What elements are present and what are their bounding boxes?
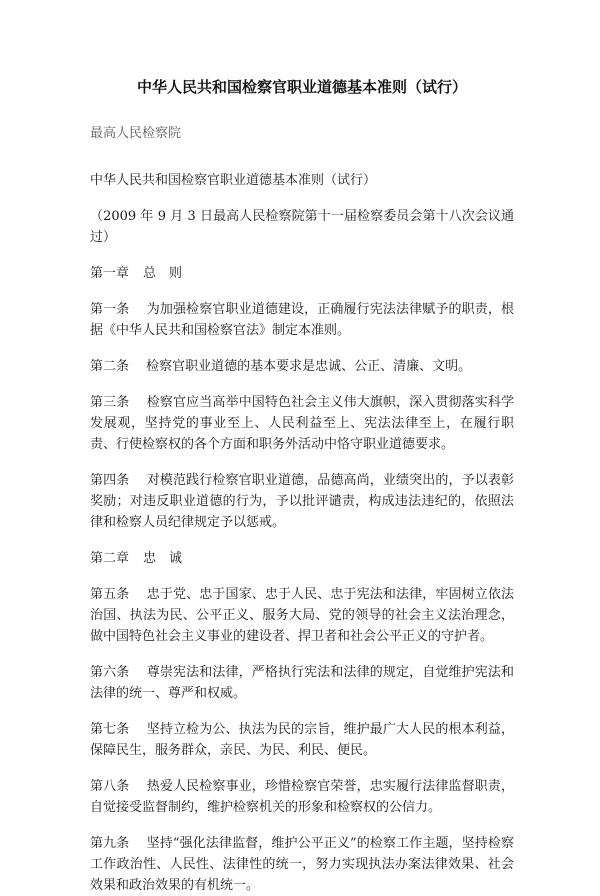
article-9: 第九条 坚持“强化法律监督，维护公平正义”的检察工作主题，坚持检察工作政治性、人民性、法律性的统一，努力实现执法办案法律效果、社会效果和政治效果的有机统一。	[90, 836, 514, 893]
chapter-title: 总 则	[143, 266, 183, 281]
document-author: 最高人民检察院	[90, 126, 182, 141]
chapter-title: 忠 诚	[143, 551, 183, 566]
article-2: 第二条 检察官职业道德的基本要求是忠诚、公正、清廉、文明。	[90, 359, 472, 374]
article-4: 第四条 对模范践行检察官职业道德，品德高尚，业绩突出的，予以表彰奖励；对违反职业道德的行为，予以批评谴责，构成违法违纪的，依照法律和检察人员纪律规定予以惩戒。	[90, 473, 514, 530]
article-5: 第五条 忠于党、忠于国家、忠于人民、忠于宪法和法律，牢固树立依法治国、执法为民、公平正义、服务大局、党的领导的社会主义法治理念，做中国特色社会主义事业的建设者、捍卫者和社会公平正义的守护者。	[90, 587, 514, 644]
chapter-heading-2	[90, 548, 514, 569]
document-subtitle: 中华人民共和国检察官职业道德基本准则（试行）	[90, 173, 377, 188]
article-1: 第一条 为加强检察官职业道德建设，正确履行宪法法律赋予的职责，根据《中华人民共和国检察官法》制定本准则。	[90, 302, 514, 338]
chapter-number: 第二章	[90, 551, 130, 566]
article-7: 第七条 坚持立检为公、执法为民的宗旨，维护最广大人民的根本利益，保障民生，服务群众，亲民、为民、利民、便民。	[90, 722, 514, 758]
article-8: 第八条 热爱人民检察事业，珍惜检察官荣誉，忠实履行法律监督职责，自觉接受监督制约，维护检察机关的形象和检察权的公信力。	[90, 779, 514, 815]
chapter-heading-1	[90, 263, 514, 284]
article-6: 第六条 尊崇宪法和法律，严格执行宪法和法律的规定，自觉维护宪法和法律的统一、尊严和权威。	[90, 665, 514, 701]
article-3: 第三条 检察官应当高举中国特色社会主义伟大旗帜，深入贯彻落实科学发展观，坚持党的事业至上、人民利益至上、宪法法律至上，在履行职责、行使检察权的各个方面和职务外活动中恪守职业道德要求。	[90, 395, 514, 452]
chapter-number: 第一章	[90, 266, 130, 281]
adoption-note: （2009 年 9 月 3 日最高人民检察院第十一届检察委员会第十八次会议通过）	[90, 209, 514, 245]
document-title: 中华人民共和国检察官职业道德基本准则（试行）	[136, 78, 467, 96]
